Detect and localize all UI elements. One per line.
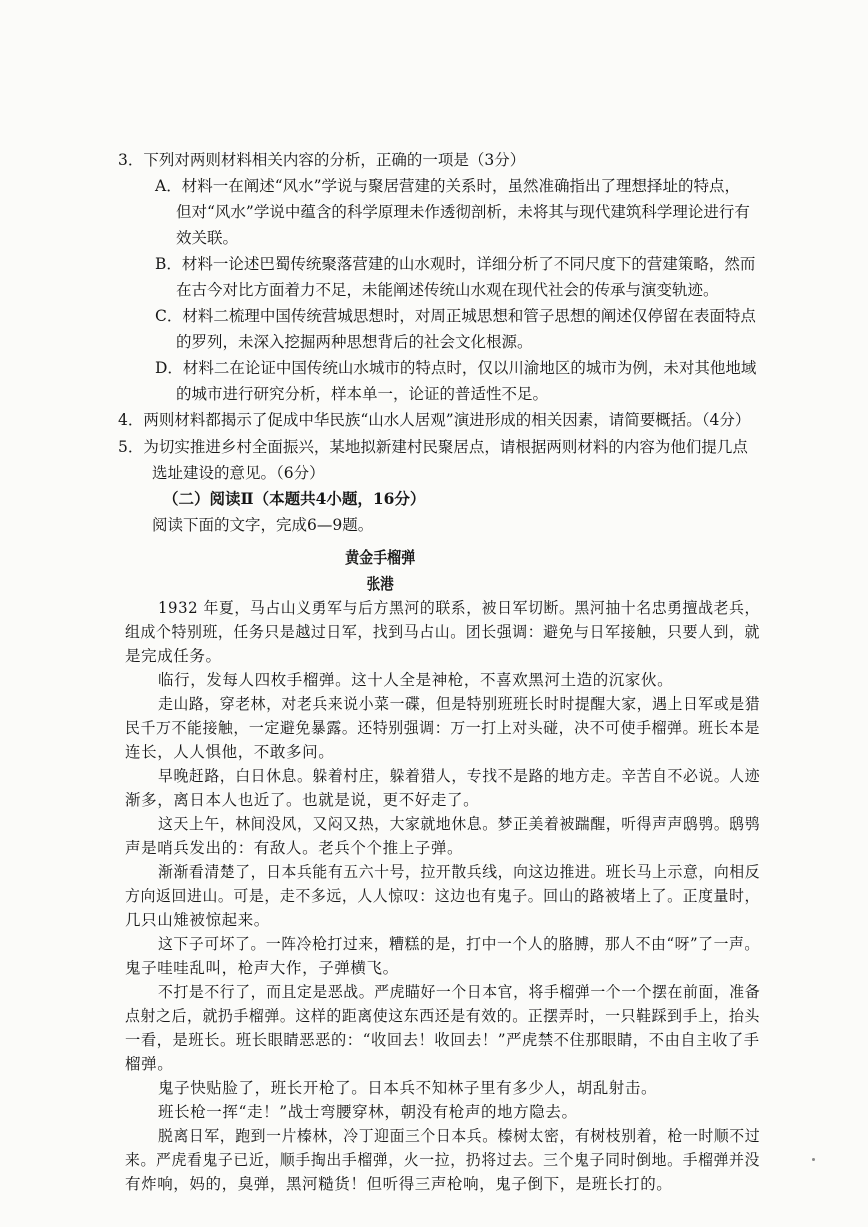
story-p4-line2: 渐多，离日本人也近了。也就是说，更不好走了。 xyxy=(125,791,480,809)
story-p6-line2: 方向返回进山。可是，走不多远，人人惊叹：这边也有鬼子。回山的路被堵上了。正度量时， xyxy=(125,887,761,905)
story-p3-line2: 民千万不能接触，一定避免暴露。还特别强调：万一打上对头碰，决不可使手榴弹。班长本是 xyxy=(125,719,761,737)
story-p5-line2: 声是哨兵发出的：有敌人。老兵个个推上子弹。 xyxy=(125,839,464,857)
story-p11-line3: 有炸响，妈的，臭弹，黑河糙货！但听得三声枪响，鬼子倒下，是班长打的。 xyxy=(125,1175,673,1193)
story-p1-line3: 是完成任务。 xyxy=(125,647,222,665)
section-heading: （二）阅读Ⅱ（本题共4小题，16分） xyxy=(163,489,426,508)
story-p7-line1: 这下子可坏了。一阵冷枪打过来，糟糕的是，打中一个人的胳膊，那人不由“呀”了一声。 xyxy=(158,935,760,953)
question-3-option-a-line1: A．材料一在阐述“风水”学说与聚居营建的关系时，虽然准确指出了理想择址的特点， xyxy=(155,177,741,195)
story-author: 张港 xyxy=(366,574,394,593)
question-3-option-a-line3: 效关联。 xyxy=(176,229,239,247)
question-3-option-b-line1: B．材料一论述巴蜀传统聚落营建的山水观时，详细分析了不同尺度下的营建策略，然而 xyxy=(155,255,756,273)
story-p6-line1: 渐渐看清楚了，日本兵能有五六十号，拉开散兵线，向这边推进。班长马上示意，向相反 xyxy=(158,863,761,881)
question-3-stem: 3．下列对两则材料相关内容的分析，正确的一项是（3分） xyxy=(118,151,526,169)
story-p11-line2: 来。严虎看鬼子已近，顺手掏出手榴弹，火一拉，扔将过去。三个鬼子同时倒地。手榴弹并没 xyxy=(125,1151,761,1169)
question-5-line2: 选址建设的意见。（6分） xyxy=(152,464,325,482)
question-3-option-c-line1: C．材料二梳理中国传统营城思想时，对周正城思想和管子思想的阐述仅停留在表面特点 xyxy=(155,307,756,325)
story-p8-line1: 不打是不行了，而且定是恶战。严虎瞄好一个日本官，将手榴弹一个一个摆在前面，准备 xyxy=(158,983,761,1001)
story-p8-line2: 点射之后，就扔手榴弹。这样的距离使这东西还是有效的。正摆弄时，一只鞋踩到手上，抬头 xyxy=(125,1007,761,1025)
story-p4-line1: 早晚赶路，白日休息。躲着村庄，躲着猎人，专找不是路的地方走。辛苦自不必说。人迹 xyxy=(158,767,761,785)
question-3-option-d-line2: 的城市进行研究分析，样本单一，论证的普适性不足。 xyxy=(176,385,549,403)
story-p5-line1: 这天上午，林间没风，又闷又热，大家就地休息。梦正美着被踹醒，听得声声鸱鸮。鸱鸮 xyxy=(158,815,761,833)
story-p8-line4: 榴弹。 xyxy=(125,1055,174,1073)
question-5-line1: 5．为切实推进乡村全面振兴，某地拟新建村民聚居点，请根据两则材料的内容为他们提几点 xyxy=(118,438,748,456)
story-p1-line1: 1932 年夏，马占山义勇军与后方黑河的联系，被日军切断。黑河抽十名忠勇擅战老兵， xyxy=(158,599,760,617)
story-p10-line1: 班长枪一挥“走！”战士弯腰穿林，朝没有枪声的地方隐去。 xyxy=(158,1103,578,1121)
story-p8-line3: 一看，是班长。班长眼睛恶恶的：“收回去！收回去！”严虎禁不住那眼睛，不由自主收了手 xyxy=(125,1031,760,1049)
question-3-option-a-line2: 但对“风水”学说中蕴含的科学原理未作透彻剖析，未将其与现代建筑科学理论进行有 xyxy=(176,203,750,221)
question-4: 4．两则材料都揭示了促成中华民族“山水人居观”演进形成的相关因素，请简要概括。（4分） xyxy=(118,411,751,429)
story-p2-line1: 临行，发每人四枚手榴弹。这十人全是神枪，不喜欢黑河土造的沉家伙。 xyxy=(158,671,674,689)
question-3-option-b-line2: 在古今对比方面着力不足，未能阐述传统山水观在现代社会的传承与演变轨迹。 xyxy=(176,281,719,299)
story-title: 黄金手榴弹 xyxy=(345,548,416,567)
story-p3-line3: 连长，人人惧他，不敢多问。 xyxy=(125,743,335,761)
story-p9-line1: 鬼子快贴脸了，班长开枪了。日本兵不知林子里有多少人，胡乱射击。 xyxy=(158,1079,658,1097)
scan-speck xyxy=(812,1158,815,1161)
story-p1-line2: 组成个特别班，任务只是越过日军，找到马占山。团长强调：避免与日军接触，只要人到，就 xyxy=(125,623,761,641)
story-p7-line2: 鬼子哇哇乱叫，枪声大作，子弹横飞。 xyxy=(125,959,399,977)
story-p6-line3: 几只山雉被惊起来。 xyxy=(125,911,270,929)
question-3-option-d-line1: D．材料二在论证中国传统山水城市的特点时，仅以川渝地区的城市为例，未对其他地域 xyxy=(155,359,757,377)
story-p3-line1: 走山路，穿老林，对老兵来说小菜一碟，但是特别班班长时时提醒大家，遇上日军或是猎 xyxy=(158,695,761,713)
question-3-option-c-line2: 的罗列，未深入挖掘两种思想背后的社会文化根源。 xyxy=(176,333,533,351)
section-instruction: 阅读下面的文字，完成6—9题。 xyxy=(152,516,374,534)
story-p11-line1: 脱离日军，跑到一片榛林，冷丁迎面三个日本兵。榛树太密，有树枝别着，枪一时顺不过 xyxy=(158,1127,761,1145)
